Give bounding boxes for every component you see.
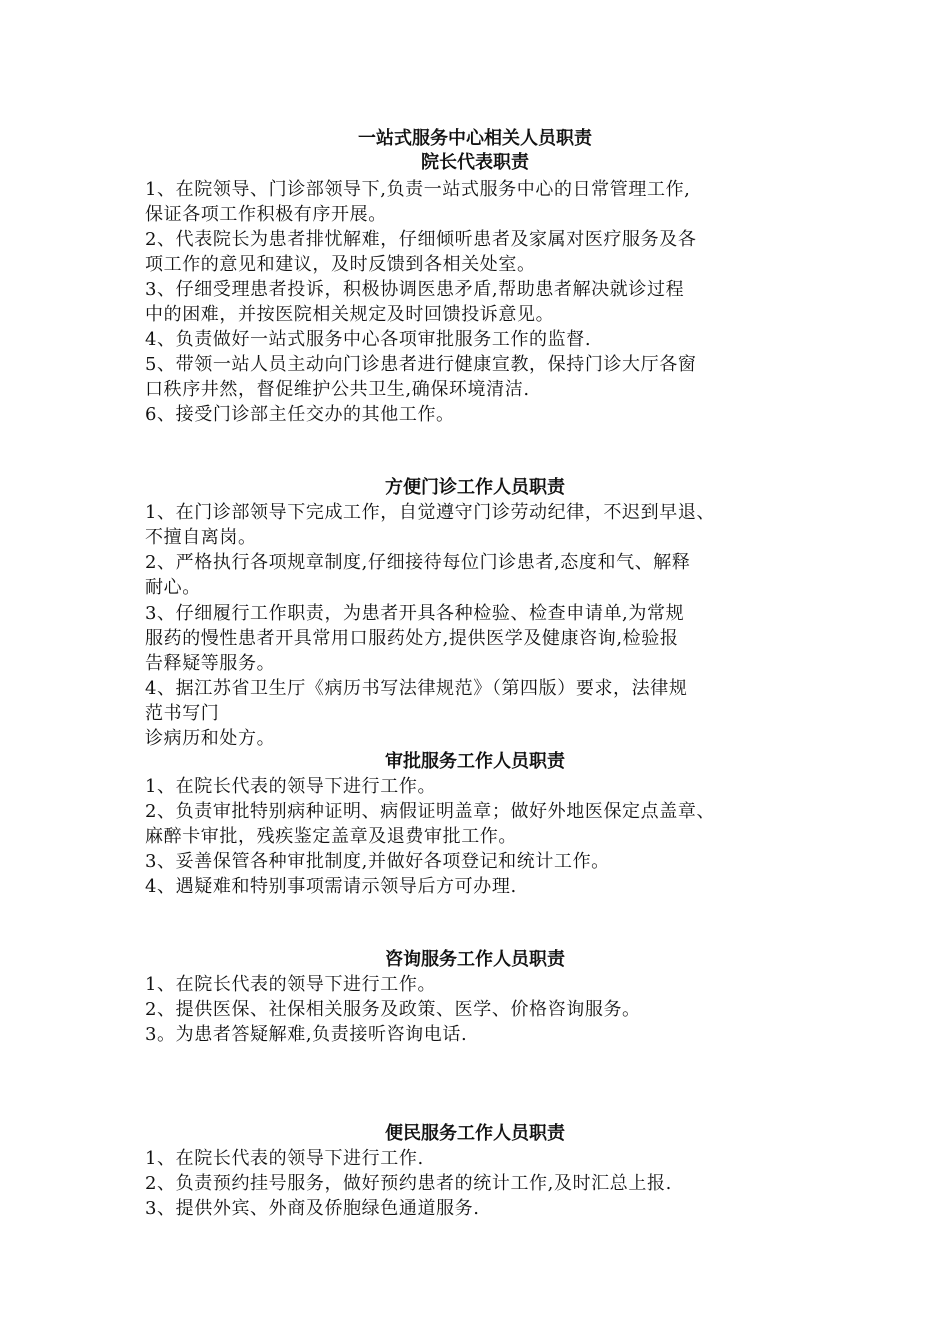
paragraph-line: 5、带领一站人员主动向门诊患者进行健康宣教，保持门诊大厅各窗 [145,354,697,375]
paragraph-line: 范书写门 [145,703,220,724]
paragraph-line: 诊病历和处方。 [145,728,276,749]
paragraph-line: 服药的慢性患者开具常用口服药处方,提供医学及健康咨询,检验报 [145,628,679,649]
paragraph-line: 3、仔细受理患者投诉，积极协调医患矛盾,帮助患者解决就诊过程 [145,279,685,300]
paragraph-line: 2、代表院长为患者排忧解难，仔细倾听患者及家属对医疗服务及各 [145,229,697,250]
document-title: 一站式服务中心相关人员职责 [358,128,592,149]
paragraph-line: 保证各项工作积极有序开展。 [145,204,387,225]
paragraph-line: 项工作的意见和建议，及时反馈到各相关处室。 [145,254,536,275]
paragraph-line: 1、在院长代表的领导下进行工作。 [145,776,437,797]
paragraph-line: 3、妥善保管各种审批制度,并做好各项登记和统计工作。 [145,851,610,872]
paragraph-line: 告释疑等服务。 [145,653,276,674]
paragraph-line: 2、负责预约挂号服务，做好预约患者的统计工作,及时汇总上报. [145,1173,672,1194]
paragraph-line: 6、接受门诊部主任交办的其他工作。 [145,404,455,425]
paragraph-line: 3。为患者答疑解难,负责接听咨询电话. [145,1024,468,1045]
paragraph-line: 4、遇疑难和特别事项需请示领导后方可办理. [145,876,517,897]
section-heading-president-rep: 院长代表职责 [421,152,529,173]
paragraph-line: 4、据江苏省卫生厅《病历书写法律规范》（第四版）要求，法律规 [145,678,688,699]
section-heading-consulting-service: 咨询服务工作人员职责 [385,949,565,970]
paragraph-line: 麻醉卡审批，残疾鉴定盖章及退费审批工作。 [145,826,517,847]
paragraph-line: 3、仔细履行工作职责，为患者开具各种检验、检查申请单,为常规 [145,603,685,624]
section-heading-convenience-clinic: 方便门诊工作人员职责 [385,477,565,498]
paragraph-line: 3、提供外宾、外商及侨胞绿色通道服务. [145,1198,480,1219]
section-heading-convenience-service: 便民服务工作人员职责 [385,1123,565,1144]
paragraph-line: 1、在院长代表的领导下进行工作. [145,1148,424,1169]
paragraph-line: 4、负责做好一站式服务中心各项审批服务工作的监督. [145,329,592,350]
paragraph-line: 1、在门诊部领导下完成工作，自觉遵守门诊劳动纪律，不迟到早退、 [145,502,716,523]
paragraph-line: 2、提供医保、社保相关服务及政策、医学、价格咨询服务。 [145,999,641,1020]
paragraph-line: 耐心。 [145,577,201,598]
paragraph-line: 口秩序井然，督促维护公共卫生,确保环境清洁. [145,379,530,400]
paragraph-line: 2、严格执行各项规章制度,仔细接待每位门诊患者,态度和气、解释 [145,552,691,573]
paragraph-line: 1、在院长代表的领导下进行工作。 [145,974,437,995]
paragraph-line: 中的困难，并按医院相关规定及时回馈投诉意见。 [145,304,555,325]
section-heading-approval-service: 审批服务工作人员职责 [385,751,565,772]
paragraph-line: 不擅自离岗。 [145,527,257,548]
paragraph-line: 2、负责审批特别病种证明、病假证明盖章；做好外地医保定点盖章、 [145,801,716,822]
paragraph-line: 1、在院领导、门诊部领导下,负责一站式服务中心的日常管理工作, [145,179,691,200]
